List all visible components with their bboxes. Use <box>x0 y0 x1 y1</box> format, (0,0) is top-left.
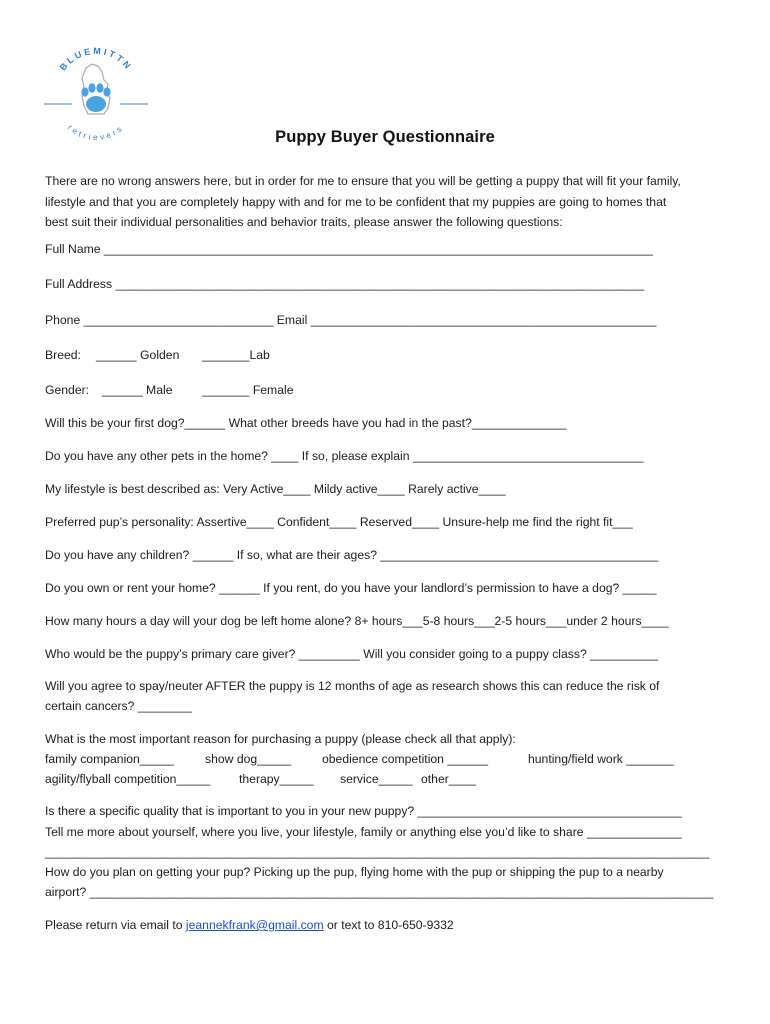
reason-hunting[interactable]: hunting/field work _______ <box>528 752 674 766</box>
logo-top-text: BLUEMITTN <box>57 45 135 73</box>
tell-more-answer-line[interactable]: __________________________________________________________________________________________________ <box>45 845 710 859</box>
page-title: Puppy Buyer Questionnaire <box>275 128 495 146</box>
reason-show-dog[interactable]: show dog_____ <box>205 752 292 766</box>
phone-email-field[interactable]: Phone ____________________________ Email ___________________________________________________ <box>45 313 657 327</box>
gender-label: Gender: <box>45 383 90 397</box>
breed-lab-option[interactable]: _______Lab <box>202 348 270 362</box>
reason-service[interactable]: service_____ <box>340 772 413 786</box>
spay-question-line: Will you agree to spay/neuter AFTER the puppy is 12 months of age as research shows this can reduce the risk of <box>45 679 660 693</box>
intro-line: There are no wrong answers here, but in order for me to ensure that you will be getting a puppy that will fit your family, <box>45 174 681 188</box>
breed-label: Breed: <box>45 348 81 362</box>
full-name-field[interactable]: Full Name _________________________________________________________________________________ <box>45 242 653 256</box>
intro-paragraph <box>45 171 735 233</box>
footer-return-info <box>45 917 454 933</box>
personality-question[interactable]: Preferred pup’s personality: Assertive____ Confident____ Reserved____ Unsure-help me find the right fit___ <box>45 515 633 529</box>
quality-question[interactable]: Is there a specific quality that is important to you in your new puppy? _______________________________________ <box>45 804 682 818</box>
lifestyle-question[interactable]: My lifestyle is best described as: Very Active____ Mildy active____ Rarely active____ <box>45 482 506 496</box>
footer-prefix: Please return via email to <box>45 918 186 932</box>
children-question[interactable]: Do you have any children? ______ If so, what are their ages? _________________________________________ <box>45 548 659 562</box>
full-address-field[interactable]: Full Address ______________________________________________________________________________ <box>45 277 645 291</box>
logo-bottom-text: retrievers <box>66 122 126 143</box>
intro-line: lifestyle and that you are completely happy with and for me to be confident that my puppies are going to homes that <box>45 194 667 209</box>
hours-alone-question[interactable]: How many hours a day will your dog be left home alone? 8+ hours___5-8 hours___2-5 hours___under 2 hours____ <box>45 614 669 628</box>
reason-heading: What is the most important reason for purchasing a puppy (please check all that apply): <box>45 732 516 746</box>
get-pup-answer[interactable]: airport? ____________________________________________________________________________________________ <box>45 885 714 899</box>
reason-therapy[interactable]: therapy_____ <box>239 772 314 786</box>
paw-print-icon <box>81 83 110 112</box>
tell-more-question[interactable]: Tell me more about yourself, where you live, your lifestyle, family or anything else you’d like to share ______________ <box>45 825 682 839</box>
footer-suffix: or text to 810-650-9332 <box>323 918 454 932</box>
gender-female-option[interactable]: _______ Female <box>202 383 294 397</box>
reason-family-companion[interactable]: family companion_____ <box>45 752 174 766</box>
breed-golden-option[interactable]: ______ Golden <box>96 348 180 362</box>
own-rent-question[interactable]: Do you own or rent your home? ______ If you rent, do you have your landlord’s permission to have a dog? _____ <box>45 581 657 595</box>
email-link[interactable]: jeannekfrank@gmail.com <box>185 918 324 932</box>
svg-text:BLUEMITTN <box>58 46 134 73</box>
reason-obedience[interactable]: obedience competition ______ <box>322 752 489 766</box>
get-pup-question-line: How do you plan on getting your pup? Picking up the pup, flying home with the pup or shipping the pup to a nearby <box>45 865 664 879</box>
reason-other[interactable]: other____ <box>421 772 476 786</box>
care-giver-question[interactable]: Who would be the puppy’s primary care giver? _________ Will you consider going to a puppy class? __________ <box>45 647 658 661</box>
spay-question-answer[interactable]: certain cancers? ________ <box>45 699 193 713</box>
other-pets-question[interactable]: Do you have any other pets in the home? ____ If so, please explain __________________________________ <box>45 449 644 463</box>
gender-male-option[interactable]: ______ Male <box>102 383 173 397</box>
intro-line: best suit their individual personalities and behavior traits, please answer the following questions: <box>45 215 563 229</box>
reason-agility[interactable]: agility/flyball competition_____ <box>45 772 211 786</box>
first-dog-question[interactable]: Will this be your first dog?______ What other breeds have you had in the past?______________ <box>45 416 567 430</box>
